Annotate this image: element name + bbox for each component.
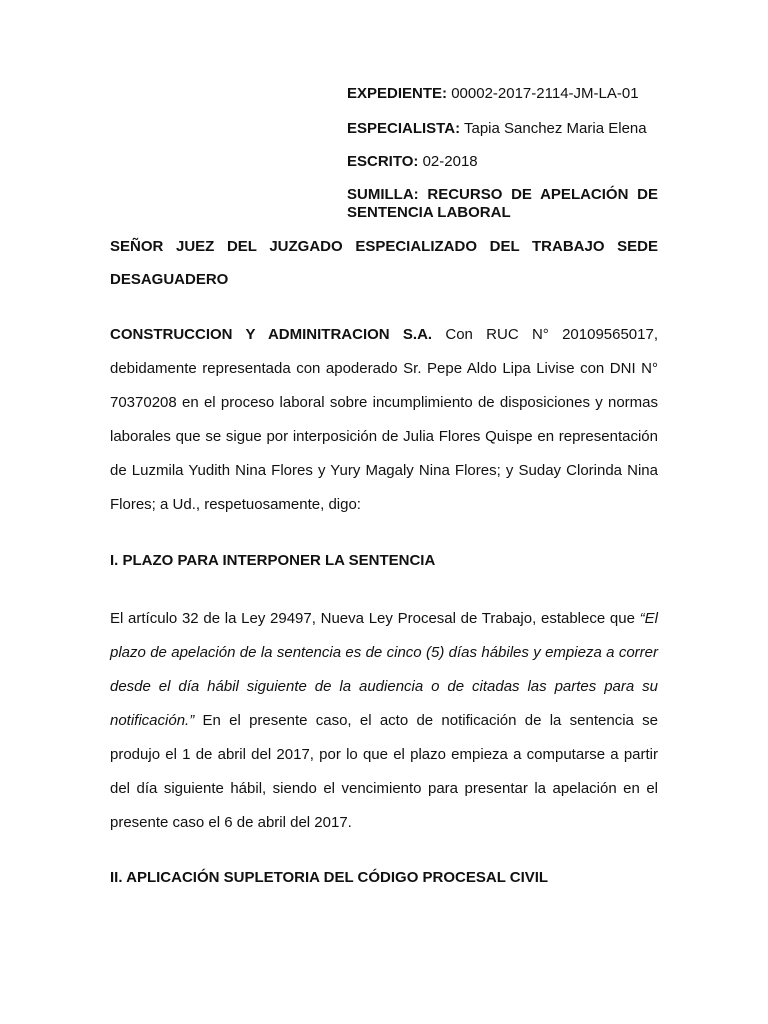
s1-line-3-quote: desde el día hábil siguiente de la audiencia o de citadas las partes para su [110, 678, 658, 695]
especialista-value: Tapia Sanchez Maria Elena [463, 120, 647, 137]
sumilla [347, 186, 658, 222]
s1-line-3 [110, 677, 658, 697]
intro-line-5: de Luzmila Yudith Nina Flores y Yury Magaly Nina Flores; y Suday Clorinda Nina [110, 462, 658, 479]
addressee-line-2: DESAGUADERO [110, 271, 229, 288]
escrito-value: 02-2018 [422, 153, 478, 170]
expediente-line [347, 85, 658, 103]
intro-line-1 [110, 325, 658, 345]
section-1-heading: I. PLAZO PARA INTERPONER LA SENTENCIA [110, 552, 436, 569]
s1-line-1-plain: El artículo 32 de la Ley 29497, Nueva Ley Procesal de Trabajo, establece que [110, 610, 640, 627]
s1-line-2-quote: plazo de apelación de la sentencia es de cinco (5) días hábiles y empieza a correr [110, 644, 658, 661]
s1-line-1-quote: “El [639, 610, 658, 627]
section-2-heading: II. APLICACIÓN SUPLETORIA DEL CÓDIGO PROCESAL CIVIL [110, 869, 549, 886]
sumilla-line-2: SENTENCIA LABORAL [347, 204, 511, 221]
sumilla-line-1: SUMILLA: RECURSO DE APELACIÓN DE [347, 186, 658, 203]
expediente-value: 00002-2017-2114-JM-LA-01 [451, 85, 639, 102]
especialista-label: ESPECIALISTA: [347, 120, 461, 137]
especialista-line [347, 120, 658, 138]
escrito-line [347, 153, 658, 171]
addressee-line-1: SEÑOR JUEZ DEL JUZGADO ESPECIALIZADO DEL TRABAJO SEDE [110, 238, 658, 255]
s1-line-4 [110, 711, 658, 731]
s1-line-7: presente caso el 6 de abril del 2017. [110, 814, 352, 831]
intro-line-6: Flores; a Ud., respetuosamente, digo: [110, 496, 361, 513]
escrito-label: ESCRITO: [347, 153, 419, 170]
s1-line-4-plain: En el presente caso, el acto de notificación de la sentencia se [194, 712, 658, 729]
s1-line-1 [110, 609, 658, 629]
intro-line-2: debidamente representada con apoderado Sr. Pepe Aldo Lipa Livise con DNI N° [110, 360, 658, 377]
company-name: CONSTRUCCION Y ADMINITRACION S.A. [110, 326, 433, 343]
intro-line-3: 70370208 en el proceso laboral sobre incumplimiento de disposiciones y normas [110, 394, 658, 411]
intro-line-4: laborales que se sigue por interposición de Julia Flores Quispe en representación [110, 428, 658, 445]
expediente-label: EXPEDIENTE: [347, 85, 448, 102]
s1-line-4-quote: notificación.” [110, 712, 195, 729]
s1-line-5: produjo el 1 de abril del 2017, por lo que el plazo empieza a computarse a partir [110, 746, 658, 763]
ruc-text: Con RUC N° 20109565017, [432, 326, 659, 343]
s1-line-6: del día siguiente hábil, siendo el vencimiento para presentar la apelación en el [110, 780, 658, 797]
s1-line-2 [110, 643, 658, 663]
